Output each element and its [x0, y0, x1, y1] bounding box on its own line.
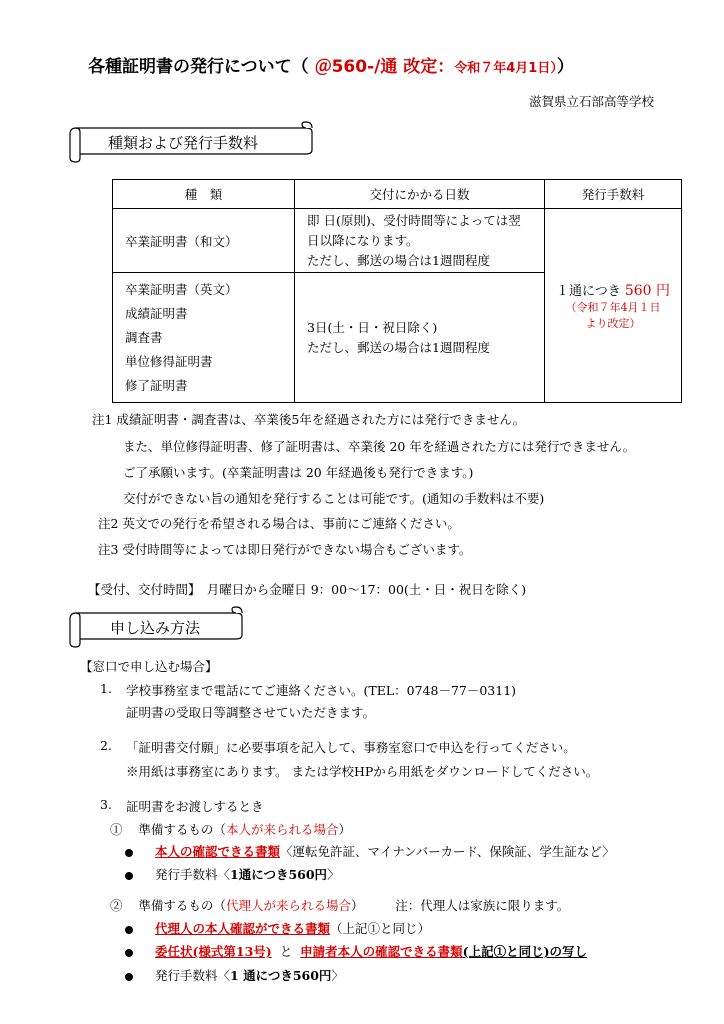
page-title: 各種証明書の発行について（ ＠560-/通 改定：令和７年4月1日））: [88, 57, 574, 77]
note-1-line3: ご了承願います。(卒業証明書は 20 年経過後も発行できます。): [123, 465, 474, 480]
table-header-row: [113, 180, 682, 209]
table-row: [113, 209, 682, 273]
note-1-line4: 交付ができない旨の通知を発行することは可能です。(通知の手数料は不要): [123, 491, 545, 506]
step-2-text: 「証明書交付願」に必要事項を記入して、事務室窓口で申込を行ってください。: [126, 740, 576, 755]
table-cell-days: 3日(土・日・祝日除く) ただし、郵送の場合は1週間程度: [295, 273, 545, 403]
bullet-icon: [125, 949, 133, 957]
table-header: 発行手数料: [545, 180, 682, 209]
table-cell-type: 卒業証明書（和文）: [113, 209, 295, 273]
step-2-subtext: ※用紙は事務室にあります。 または学校HPから用紙をダウンロードしてください。: [126, 764, 599, 779]
step-1-subtext: 証明書の受取日等調整させていただきます。: [126, 705, 376, 720]
reception-hours: 【受付、交付時間】 月曜日から金曜日 9：00～17：00(土・日・祝日を除く): [88, 582, 527, 597]
school-name: 滋賀県立石部高等学校: [528, 94, 654, 109]
apply-heading: 【窓口で申し込む場合】: [80, 659, 218, 674]
list-item: 本人の確認できる書類〈運転免許証、マイナンバーカード、保険証、学生証など〉: [125, 842, 615, 860]
table-cell-days: 即 日(原則)、受付時間等によっては翌 日以降になります。 ただし、郵送の場合は1週間程度: [295, 209, 545, 273]
list-item: 発行手数料〈1 通につき560円〉: [125, 966, 344, 984]
sub-step-2: ② 準備するもの（代理人が来られる場合） 注：代理人は家族に限ります。: [110, 898, 570, 913]
table-header: 種 類: [113, 180, 295, 209]
section-label: 種類および発行手数料: [108, 134, 259, 152]
step-3-text: 証明書をお渡しするとき: [126, 799, 264, 814]
section-label: 申し込み方法: [110, 619, 201, 637]
step-1-text: 学校事務室まで電話にてご連絡ください。(TEL：0748－77－0311): [126, 683, 517, 698]
bullet-icon: [125, 872, 133, 880]
agent-note: 注：代理人は家族に限ります。: [395, 898, 570, 913]
section-banner-apply: [66, 605, 246, 649]
section-banner-fees: [66, 120, 316, 164]
fee-table: [112, 179, 682, 403]
list-item: 発行手数料〈1通につき560円〉: [125, 865, 340, 883]
note-3: 注3 受付時間等によっては即日発行ができない場合もございます。: [98, 542, 472, 557]
bullet-icon: [125, 849, 133, 857]
table-cell-type: 卒業証明書（英文） 成績証明書 調査書 単位修得証明書 修了証明書: [113, 273, 295, 403]
sub-step-1: ① 準備するもの（本人が来られる場合）: [110, 822, 351, 837]
list-item: 代理人の本人確認ができる書類（上記①と同じ）: [125, 919, 430, 937]
bullet-icon: [125, 973, 133, 981]
list-item: 委任状(様式第13号) と 申請者本人の確認できる書類(上記①と同じ)の写し: [125, 942, 587, 960]
table-header: 交付にかかる日数: [295, 180, 545, 209]
table-cell-fee: １通につき 560 円 （令和７年4月１日 より改定）: [545, 209, 682, 403]
step-number: 1.: [100, 681, 112, 696]
step-number: 3.: [100, 797, 112, 812]
bullet-icon: [125, 926, 133, 934]
note-1-line2: また、単位修得証明書、修了証明書は、卒業後 20 年を経過された方には発行できません。: [123, 439, 636, 454]
note-2: 注2 英文での発行を希望される場合は、事前にご連絡ください。: [98, 516, 460, 531]
note-1: 注1 成績証明書・調査書は、卒業後5年を経過された方には発行できません。: [92, 412, 526, 427]
step-number: 2.: [100, 738, 112, 753]
